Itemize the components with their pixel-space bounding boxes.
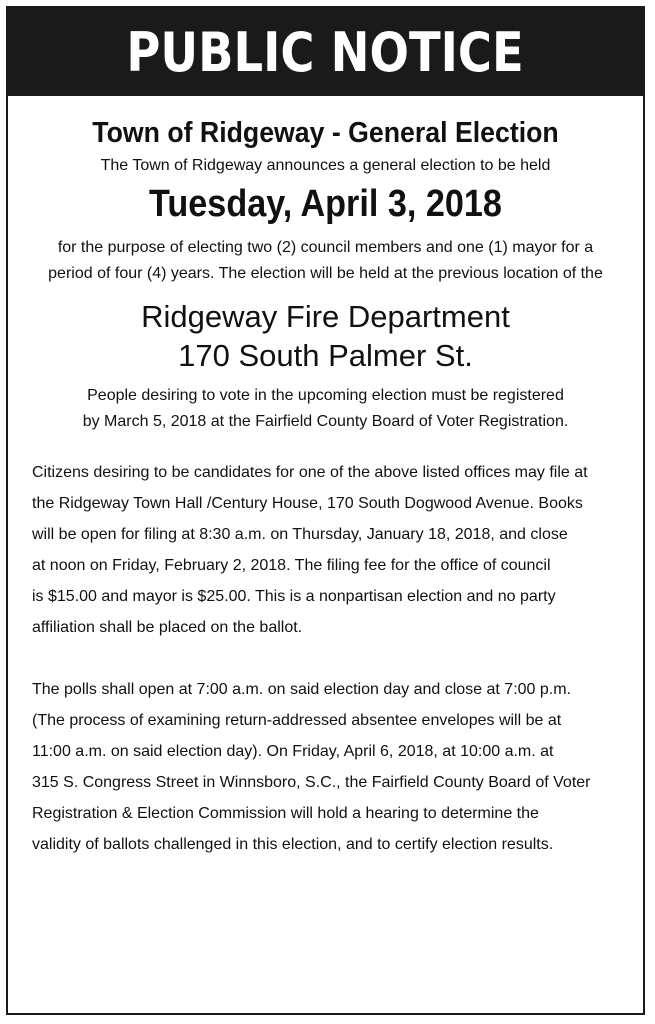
notice-body: [8, 116, 643, 860]
polling-location: [26, 297, 625, 375]
notice-banner: [8, 8, 643, 96]
purpose-line: period of four (4) years. The election will be held at the previous location of the: [48, 265, 603, 282]
registration-line: by March 5, 2018 at the Fairfield County Board of Voter Registration.: [82, 413, 569, 430]
election-title: Town of Ridgeway - General Election: [92, 117, 559, 149]
registration-line: People desiring to vote in the upcoming election must be registered: [87, 387, 564, 404]
paragraph-line: Citizens desiring to be candidates for one of the above listed offices may file at: [32, 464, 588, 481]
paragraph-line: 315 S. Congress Street in Winnsboro, S.C., the Fairfield County Board of Voter: [32, 774, 591, 791]
purpose-line: for the purpose of electing two (2) council members and one (1) mayor for a: [57, 239, 594, 256]
paragraph-line: 11:00 a.m. on said election day). On Friday, April 6, 2018, at 10:00 a.m. at: [32, 743, 554, 760]
paragraph-line: affiliation shall be placed on the ballot.: [32, 619, 303, 636]
election-date: Tuesday, April 3, 2018: [149, 183, 502, 225]
paragraph-line: Registration & Election Commission will hold a hearing to determine the: [32, 805, 539, 822]
paragraph-line: the Ridgeway Town Hall /Century House, 170 South Dogwood Avenue. Books: [32, 495, 583, 512]
public-notice: [6, 6, 645, 1015]
paragraph-line: will be open for filing at 8:30 a.m. on Thursday, January 18, 2018, and close: [32, 526, 568, 543]
paragraph-line: validity of ballots challenged in this election, and to certify election results.: [32, 836, 554, 853]
banner-title: PUBLIC NOTICE: [126, 20, 525, 84]
location-name: Ridgeway Fire Department: [141, 299, 510, 334]
polls-paragraph: [32, 674, 619, 860]
location-address: 170 South Palmer St.: [178, 338, 473, 373]
purpose-text: [26, 235, 625, 287]
paragraph-line: The polls shall open at 7:00 a.m. on said election day and close at 7:00 p.m.: [32, 681, 571, 698]
paragraph-line: (The process of examining return-addressed absentee envelopes will be at: [32, 712, 562, 729]
announcement-text: The Town of Ridgeway announces a general election to be held: [100, 157, 551, 174]
candidate-filing-paragraph: [32, 457, 619, 643]
paragraph-line: is $15.00 and mayor is $25.00. This is a nonpartisan election and no party: [32, 588, 556, 605]
paragraph-line: at noon on Friday, February 2, 2018. The filing fee for the office of council: [32, 557, 551, 574]
registration-text: [26, 383, 625, 435]
